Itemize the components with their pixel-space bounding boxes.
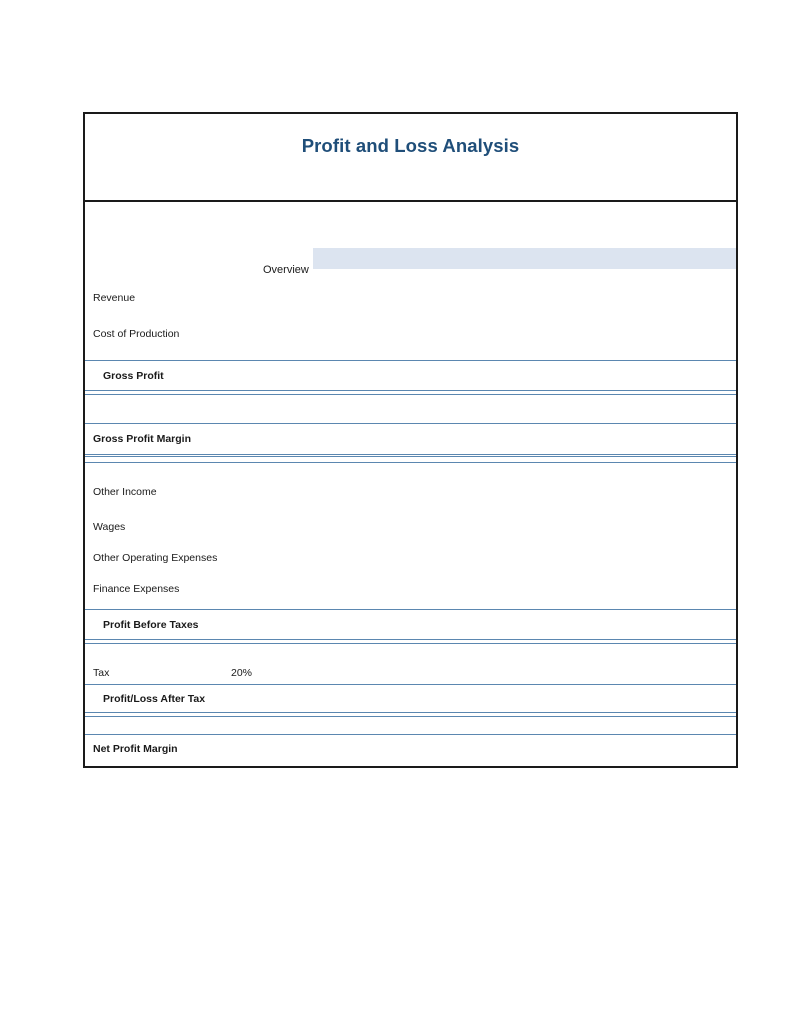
row-label-gross-profit-margin: Gross Profit Margin (93, 433, 192, 445)
table-row-other-operating-expenses[interactable] (85, 545, 736, 576)
profit-and-loss-worksheet (83, 112, 738, 768)
row-label-revenue: Revenue (93, 292, 136, 304)
table-row-wages[interactable] (85, 514, 736, 545)
table-row-gross-profit[interactable] (85, 360, 736, 391)
row-label-profit-loss-after-tax: Profit/Loss After Tax (103, 693, 206, 705)
table-row-other-income[interactable] (85, 479, 736, 514)
column-header-overview (85, 260, 736, 280)
table-row-tax[interactable] (85, 643, 736, 685)
column-header-label: Overview (263, 264, 309, 276)
sheet-title-band (85, 114, 736, 202)
row-label-other-operating-expenses: Other Operating Expenses (93, 552, 218, 564)
table-row-blank-spacer-1[interactable] (85, 394, 736, 424)
table-row-revenue[interactable] (85, 286, 736, 322)
row-label-net-profit-margin: Net Profit Margin (93, 743, 178, 755)
table-row-profit-before-taxes[interactable] (85, 609, 736, 640)
row-label-tax: Tax (93, 667, 110, 679)
sheet-body (85, 202, 736, 766)
tax-rate-value: 20% (231, 667, 253, 679)
row-label-wages: Wages (93, 521, 126, 533)
table-row-net-profit-margin[interactable] (85, 735, 736, 766)
section-divider-double-rule (85, 456, 736, 463)
row-label-other-income: Other Income (93, 486, 157, 498)
table-row-blank-spacer-2[interactable] (85, 716, 736, 735)
row-label-profit-before-taxes: Profit Before Taxes (103, 619, 199, 631)
table-row-cost-of-production[interactable] (85, 322, 736, 357)
page-title: Profit and Loss Analysis (301, 135, 520, 156)
row-label-cost-of-production: Cost of Production (93, 328, 180, 340)
table-row-gross-profit-margin[interactable] (85, 424, 736, 455)
table-row-finance-expenses[interactable] (85, 576, 736, 608)
table-row-profit-loss-after-tax[interactable] (85, 685, 736, 713)
row-label-finance-expenses: Finance Expenses (93, 583, 180, 595)
row-label-gross-profit: Gross Profit (103, 370, 164, 382)
